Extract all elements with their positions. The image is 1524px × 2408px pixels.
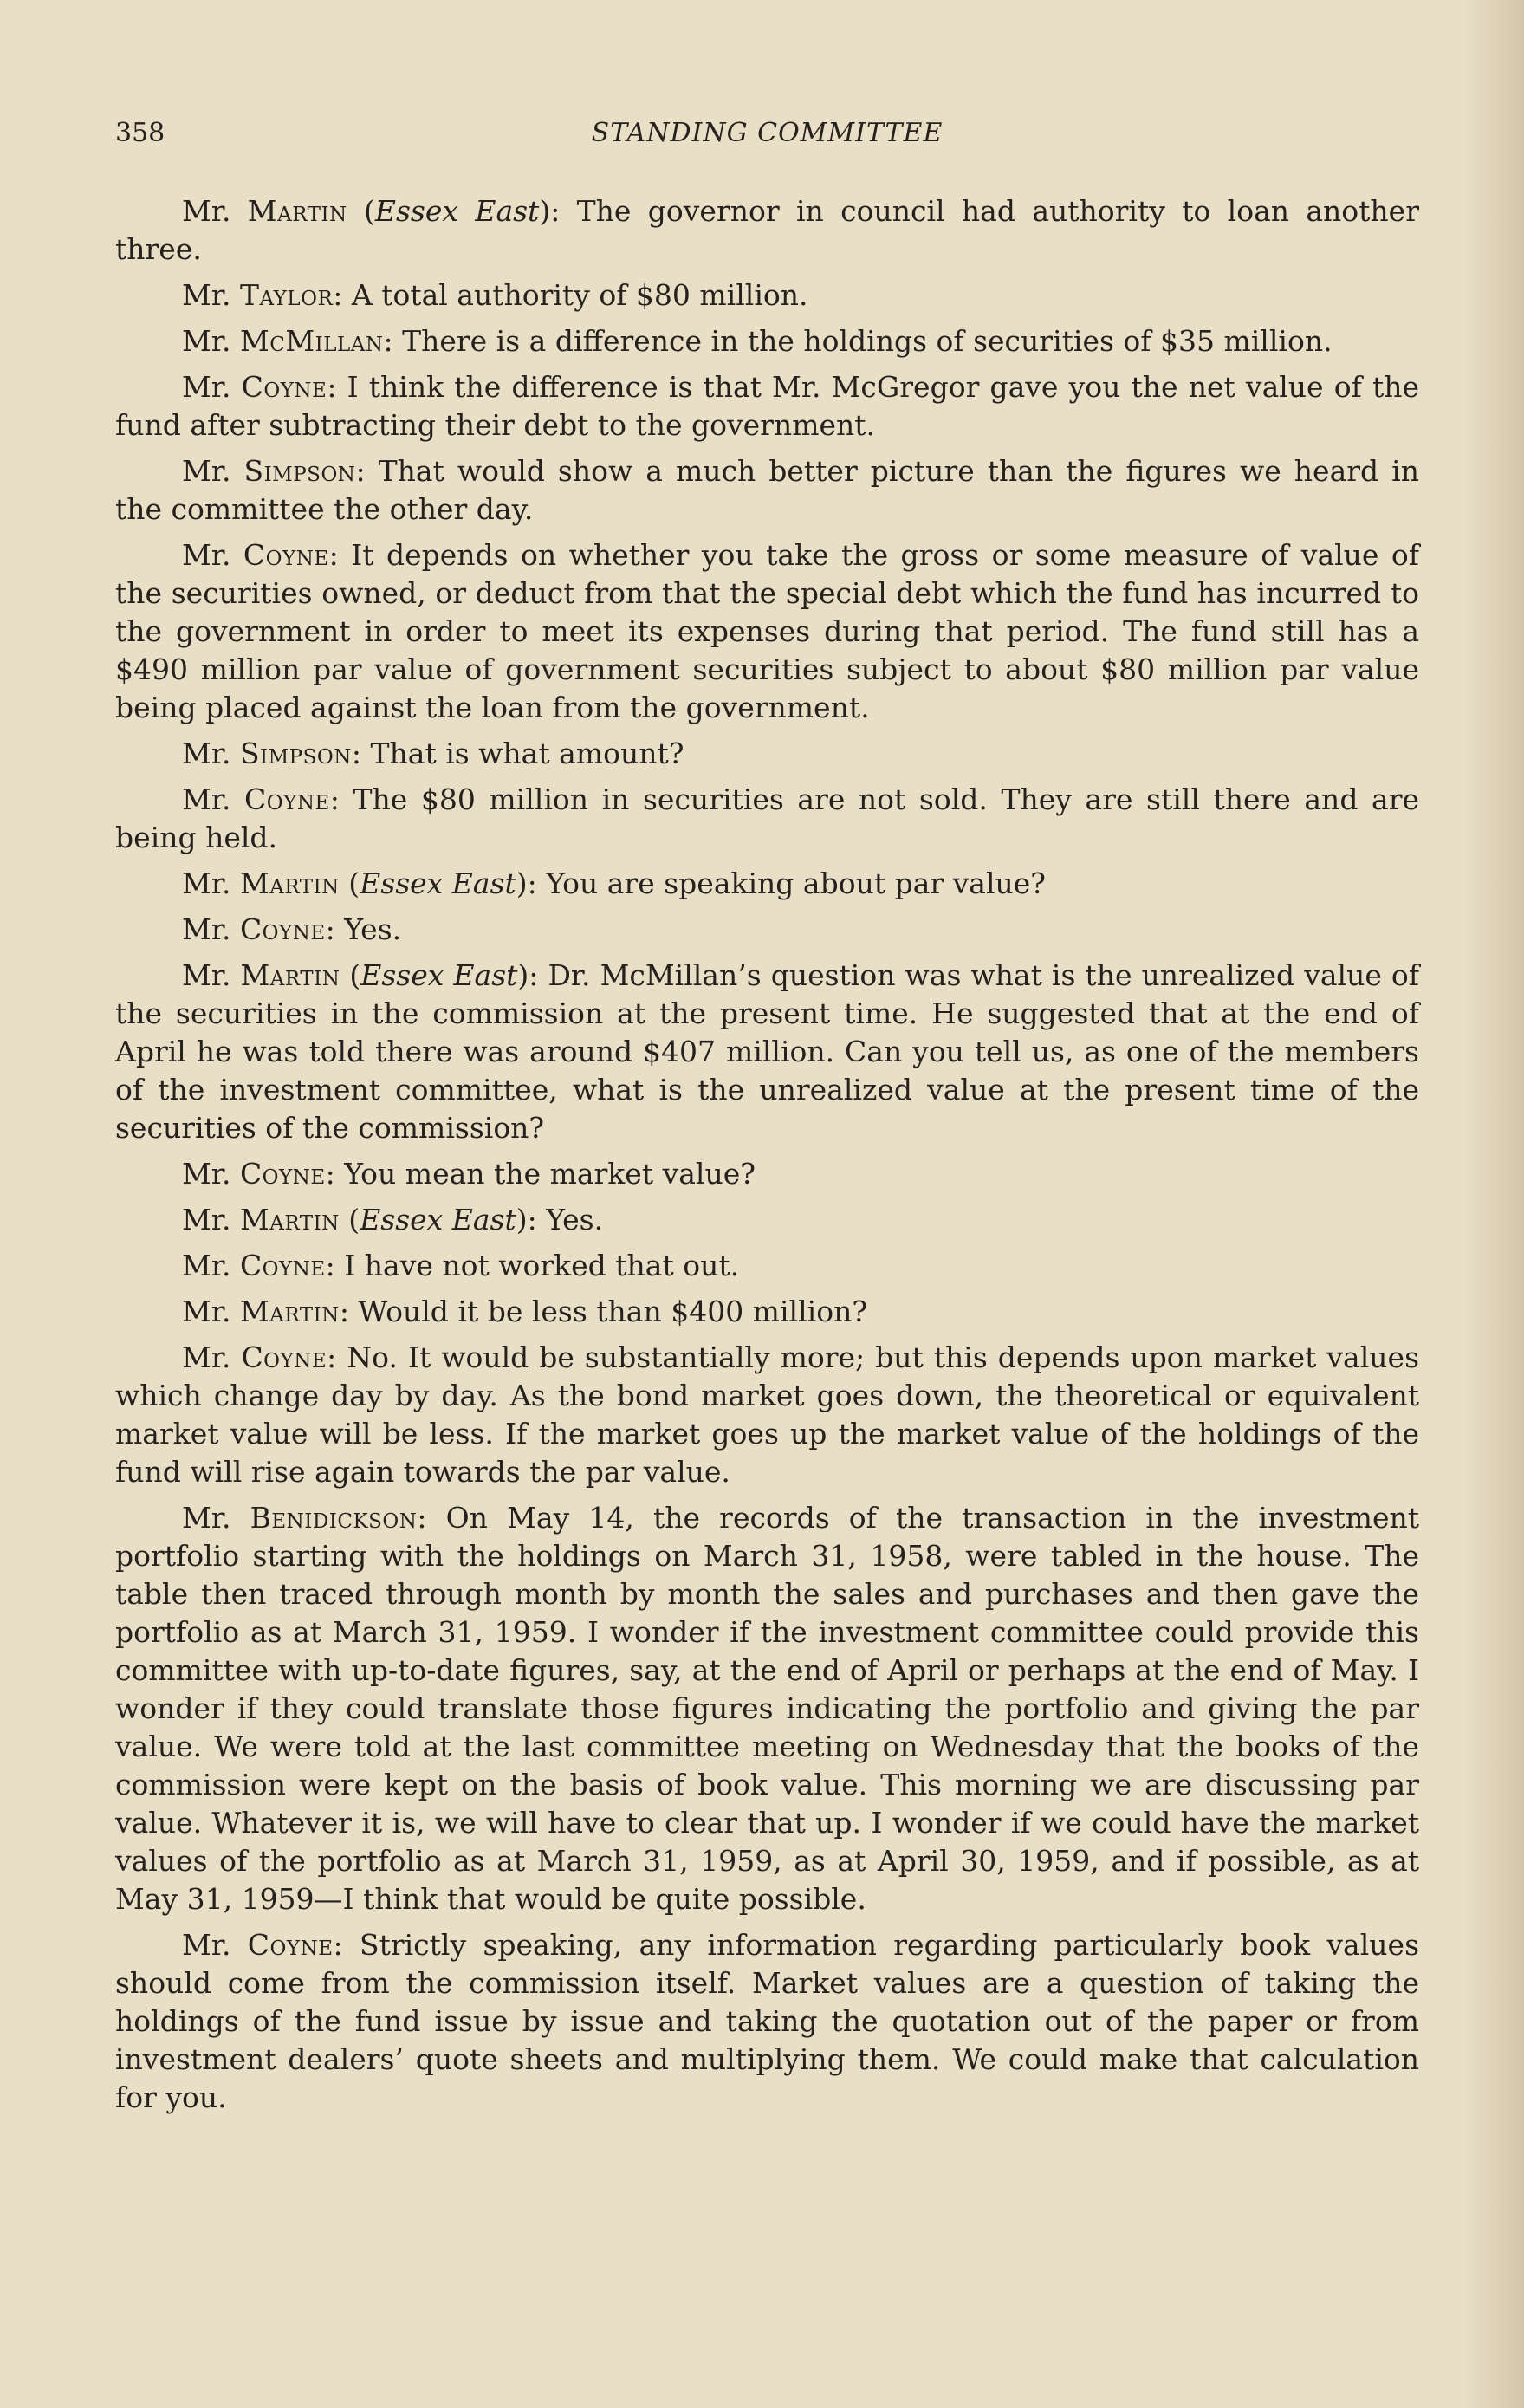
page-number: 358 [115, 118, 165, 148]
speaker-name: Coyne [239, 1157, 326, 1191]
transcript-body [115, 192, 1419, 2125]
speaker-name: Taylor [239, 278, 334, 312]
speaker-title: Mr. [182, 866, 231, 900]
transcript-paragraph: Mr. Coyne: I have not worked that out. [182, 1249, 740, 1282]
speech-text: No. It would be substantially more; but this depends upon market values which change day by day. As the bond market goes down, the theoretical or equivalent market value will be less. If the market goes up the market value of the holdings of the fund will rise again towards the par value. [115, 1340, 1419, 1489]
speaker-title: Mr. [182, 370, 231, 404]
speech-text: That is what amount? [370, 737, 684, 770]
speech-text: On May 14, the records of the transaction in the investment portfolio starting with the holdings on March 31, 1958, were tabled in the house. The table then traced through month by month the sales and purchases and then gave the portfolio as at March 31, 1959. I wonder if the investment committee could provide this committee with up-to-date figures, say, at the end of April or perhaps at the end of May. I wonder if they could translate those figures indicating the portfolio and giving the par value. We were told at the last committee meeting on Wednesday that the books of the commission were kept on the basis of book value. This morning we are discussing par value. Whatever it is, we will have to clear that up. I wonder if we could have the market values of the portfolio as at March 31, 1959, as at April 30, 1959, and if possible, as at May 31, 1959—I think that would be quite possible. [115, 1501, 1419, 1916]
speaker-name: Martin [240, 958, 340, 992]
speech-text: You are speaking about par value? [546, 866, 1046, 900]
speaker-title: Mr. [182, 782, 231, 816]
speaker-title: Mr. [182, 194, 231, 228]
speaker-riding: Essex East [374, 194, 540, 228]
speech-text: Dr. McMillan’s question was what is the unrealized value of the securities in the commission at the present time. He suggested that at the end of April he was told there was around $407 million. Can you tell us, as one of the members of the investment committee, what is the unrealized value at the present time of the securities of the commission? [115, 958, 1419, 1145]
speaker-name: Simpson [243, 454, 356, 488]
speaker-name: Coyne [241, 1340, 327, 1374]
running-title: STANDING COMMITTEE [591, 118, 944, 148]
speaker-title: Mr. [182, 278, 231, 312]
page-header [115, 118, 1419, 158]
speaker-title: Mr. [182, 1501, 231, 1535]
speaker-title: Mr. [182, 1295, 231, 1328]
speaker-title: Mr. [182, 324, 231, 358]
transcript-paragraph: Mr. Martin (Essex East): You are speaking about par value? [182, 866, 1046, 900]
speech-text: A total authority of $80 million. [351, 278, 808, 312]
speaker-title: Mr. [182, 538, 231, 572]
speech-text: Strictly speaking, any information regarding particularly book values should come from the commission itself. Market values are a question of taking the holdings of the fund issue by issue and taking the quotation out of the paper or from investment dealers’ quote sheets and multiplying them. We could make that calculation for you. [115, 1928, 1420, 2114]
transcript-paragraph: Mr. Coyne: Yes. [182, 912, 402, 946]
speaker-name: Coyne [241, 370, 327, 404]
speech-text: Would it be less than $400 million? [358, 1295, 868, 1328]
speaker-name: Coyne [244, 782, 330, 816]
speaker-name: Martin [239, 1295, 340, 1328]
speaker-name: Martin [239, 866, 340, 900]
speaker-riding: Essex East [360, 958, 518, 992]
speech-text: Yes. [344, 912, 402, 946]
transcript-paragraph: Mr. Benidickson: On May 14, the records of the transaction in the investment portfolio starting with the holdings on March 31, 1958, were tabled in the house. The table then traced through month by month the sales and purchases and then gave the portfolio as at March 31, 1959. I wonder if the investment committee could provide this committee with up-to-date figures, say, at the end of April or perhaps at the end of May. I wonder if they could translate those figures indicating the portfolio and giving the par value. We were told at the last committee meeting on Wednesday that the books of the commission were kept on the basis of book value. This morning we are discussing par value. Whatever it is, we will have to clear that up. I wonder if we could have the market values of the portfolio as at March 31, 1959, as at April 30, 1959, and if possible, as at May 31, 1959—I think that would be quite possible. [115, 1501, 1419, 1916]
speaker-name: Coyne [239, 912, 326, 946]
speaker-name: Martin [247, 194, 347, 228]
transcript-paragraph: Mr. Martin (Essex East): The governor in council had authority to loan another three. [115, 194, 1419, 266]
speaker-title: Mr. [182, 1340, 231, 1374]
speaker-name: Simpson [239, 737, 352, 770]
speaker-title: Mr. [182, 1249, 231, 1282]
binding-shadow [1463, 0, 1524, 2408]
speaker-name: Coyne [239, 1249, 326, 1282]
speaker-title: Mr. [182, 1203, 231, 1236]
transcript-paragraph: Mr. Coyne: Strictly speaking, any information regarding particularly book values should come from the commission itself. Market values are a question of taking the holdings of the fund issue by issue and taking the quotation out of the paper or from investment dealers’ quote sheets and multiplying them. We could make that calculation for you. [115, 1928, 1420, 2114]
transcript-paragraph: Mr. Coyne: It depends on whether you take the gross or some measure of value of the securities owned, or deduct from that the special debt which the fund has incurred to the government in order to meet its expenses during that period. The fund still has a $490 million par value of government securities subject to about $80 million par value being placed against the loan from the government. [115, 538, 1420, 724]
transcript-paragraph: Mr. Simpson: That would show a much better picture than the figures we heard in the committee the other day. [115, 454, 1419, 526]
transcript-paragraph: Mr. Martin (Essex East): Dr. McMillan’s question was what is the unrealized value of the securities in the commission at the present time. He suggested that at the end of April he was told there was around $407 million. Can you tell us, as one of the members of the investment committee, what is the unrealized value at the present time of the securities of the commission? [115, 958, 1419, 1145]
speech-text: There is a difference in the holdings of securities of $35 million. [402, 324, 1333, 358]
speech-text: You mean the market value? [344, 1157, 756, 1191]
transcript-paragraph: Mr. McMillan: There is a difference in the holdings of securities of $35 million. [182, 324, 1333, 358]
transcript-paragraph: Mr. Coyne: I think the difference is that Mr. McGregor gave you the net value of the fund after subtracting their debt to the government. [115, 370, 1420, 442]
speech-text: The governor in council had authority to loan another three. [115, 194, 1419, 266]
speaker-title: Mr. [182, 958, 231, 992]
speaker-title: Mr. [182, 1928, 231, 1962]
transcript-paragraph: Mr. Martin: Would it be less than $400 million? [182, 1295, 868, 1328]
transcript-paragraph: Mr. Coyne: No. It would be substantially more; but this depends upon market values which change day by day. As the bond market goes down, the theoretical or equivalent market value will be less. If the market goes up the market value of the holdings of the fund will rise again towards the par value. [115, 1340, 1419, 1489]
speaker-title: Mr. [182, 454, 231, 488]
transcript-paragraph: Mr. Simpson: That is what amount? [182, 737, 684, 770]
transcript-paragraph: Mr. Coyne: The $80 million in securities are not sold. They are still there and are being held. [115, 782, 1419, 854]
speaker-title: Mr. [182, 1157, 231, 1191]
speech-text: I think the difference is that Mr. McGregor gave you the net value of the fund after subtracting their debt to the government. [115, 370, 1420, 442]
transcript-paragraph: Mr. Coyne: You mean the market value? [182, 1157, 756, 1191]
speech-text: Yes. [546, 1203, 604, 1236]
speaker-name: Benidickson [250, 1501, 418, 1535]
speech-text: I have not worked that out. [344, 1249, 740, 1282]
speech-text: That would show a much better picture than the figures we heard in the committee the other day. [115, 454, 1419, 526]
speaker-riding: Essex East [360, 866, 516, 900]
speaker-name: Martin [239, 1203, 340, 1236]
transcript-paragraph: Mr. Martin (Essex East): Yes. [182, 1203, 604, 1236]
speaker-title: Mr. [182, 737, 231, 770]
speaker-name: McMillan [239, 324, 384, 358]
transcript-paragraph: Mr. Taylor: A total authority of $80 million. [182, 278, 808, 312]
speech-text: The $80 million in securities are not sold. They are still there and are being held. [115, 782, 1419, 854]
speech-text: It depends on whether you take the gross or some measure of value of the securities owned, or deduct from that the special debt which the fund has incurred to the government in order to meet its expenses during that period. The fund still has a $490 million par value of government securities subject to about $80 million par value being placed against the loan from the government. [115, 538, 1420, 724]
speaker-name: Coyne [243, 538, 329, 572]
speaker-name: Coyne [247, 1928, 334, 1962]
speaker-riding: Essex East [360, 1203, 516, 1236]
speaker-title: Mr. [182, 912, 231, 946]
